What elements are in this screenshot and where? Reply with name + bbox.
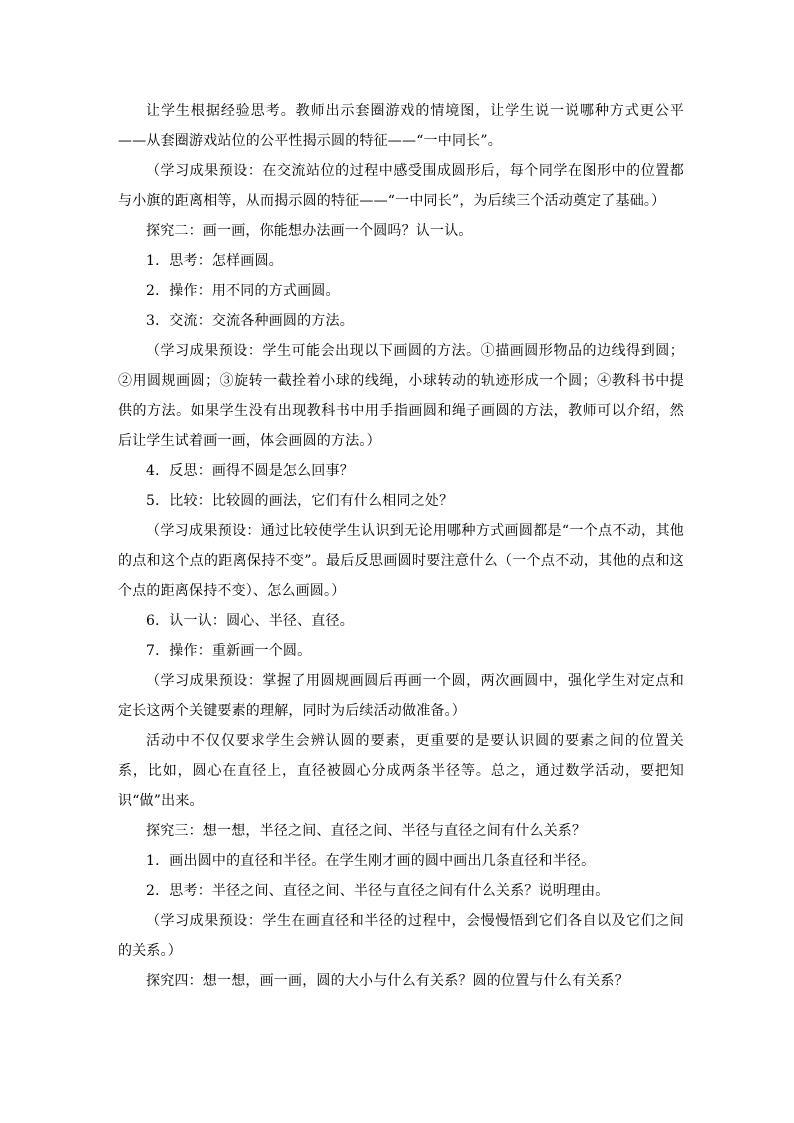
paragraph-step-7: 7．操作：重新画一个圆。: [146, 643, 312, 659]
paragraph-explore-3-step-1: 1．画出圆中的直径和半径。在学生刚才画的圆中画出几条直径和半径。: [146, 853, 596, 869]
paragraph-activity-note: 活动中不仅仅要求学生会辨认圆的要素，更重要的是要认识圆的要素之间的位置关系，比如，圆心在直径上，直径被圆心分成两条半径等。总之，通过数学活动，要把知识“做”出来。: [118, 733, 684, 809]
paragraph-step-5: 5．比较：比较圆的画法，它们有什么相同之处？: [146, 493, 454, 509]
paragraph-intro: 让学生根据经验思考。教师出示套圈游戏的情境图，让学生说一说哪种方式更公平——从套圈游戏站位的公平性揭示圆的特征——“一中同长”。: [118, 103, 684, 149]
paragraph-explore-2-heading: 探究二：画一画，你能想办法画一个圆吗？认一认。: [146, 223, 473, 239]
paragraph-outcome-1: （学习成果预设：在交流站位的过程中感受围成圆形后，每个同学在图形中的位置都与小旗的距离相等，从而揭示圆的特征——“一中同长”，为后续三个活动奠定了基础。）: [118, 163, 684, 209]
paragraph-step-1: 1．思考：怎样画圆。: [146, 253, 283, 269]
paragraph-step-4: 4．反思：画得不圆是怎么回事？: [146, 463, 354, 479]
document-body: [118, 96, 684, 996]
paragraph-step-3: 3．交流：交流各种画圆的方法。: [146, 313, 354, 329]
paragraph-outcome-5: （学习成果预设：学生在画直径和半径的过程中，会慢慢悟到它们各自以及它们之间的关系。）: [118, 913, 684, 959]
paragraph-step-2: 2．操作：用不同的方式画圆。: [146, 283, 340, 299]
paragraph-explore-3-step-2: 2．思考：半径之间、直径之间、半径与直径之间有什么关系？说明理由。: [146, 883, 610, 899]
paragraph-explore-4-heading: 探究四：想一想，画一画，圆的大小与什么有关系？圆的位置与什么有关系？: [146, 973, 629, 989]
paragraph-outcome-2: （学习成果预设：学生可能会出现以下画圆的方法。①描画圆形物品的边线得到圆；②用圆规画圆；③旋转一截拴着小球的线绳，小球转动的轨迹形成一个圆；④教科书中提供的方法。如果学生没有出现教科书中用手指画圆和绳子画圆的方法，教师可以介绍，然后让学生试着画一画，体会画圆的方法。）: [118, 343, 684, 449]
paragraph-explore-3-heading: 探究三：想一想，半径之间、直径之间、半径与直径之间有什么关系？: [146, 823, 587, 839]
paragraph-outcome-4: （学习成果预设：掌握了用圆规画圆后再画一个圆，两次画圆中，强化学生对定点和定长这两个关键要素的理解，同时为后续活动做准备。）: [118, 673, 684, 719]
paragraph-outcome-3: （学习成果预设：通过比较使学生认识到无论用哪种方式画圆都是“一个点不动，其他的点和这个点的距离保持不变”。最后反思画圆时要注意什么（一个点不动，其他的点和这个点的距离保持不变）、怎么画圆。）: [118, 523, 684, 599]
paragraph-step-6: 6．认一认：圆心、半径、直径。: [146, 613, 354, 629]
